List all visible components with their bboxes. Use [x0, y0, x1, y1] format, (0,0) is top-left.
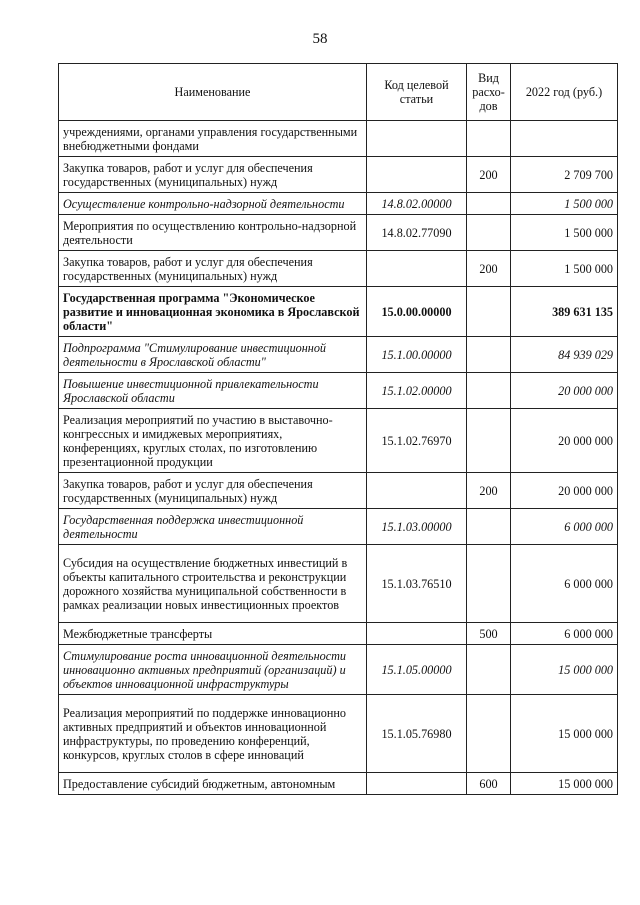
table-row	[59, 623, 618, 645]
table-row	[59, 287, 618, 337]
budget-table	[58, 63, 618, 795]
expense-type-cell	[467, 695, 511, 773]
amount-cell: 1 500 000	[511, 215, 618, 251]
name-cell: Субсидия на осуществление бюджетных инвестиций в объекты капитального строительства и реконструкции дорожного хозяйства муниципальной собственности в рамках реализации новых инвестиционных проектов	[59, 545, 367, 623]
table-row	[59, 193, 618, 215]
expense-type-cell	[467, 287, 511, 337]
table-row	[59, 545, 618, 623]
name-cell: Закупка товаров, работ и услуг для обеспечения государственных (муниципальных) нужд	[59, 473, 367, 509]
amount-cell: 20 000 000	[511, 473, 618, 509]
target-code-cell	[367, 473, 467, 509]
expense-type-cell	[467, 215, 511, 251]
header-amount-2022: 2022 год (руб.)	[511, 64, 618, 121]
expense-type-cell	[467, 645, 511, 695]
name-cell: Межбюджетные трансферты	[59, 623, 367, 645]
amount-cell: 1 500 000	[511, 193, 618, 215]
target-code-cell: 14.8.02.77090	[367, 215, 467, 251]
target-code-cell: 15.1.05.76980	[367, 695, 467, 773]
expense-type-cell: 600	[467, 773, 511, 795]
expense-type-cell	[467, 193, 511, 215]
header-expense-type: Вид расхо-дов	[467, 64, 511, 121]
table-row	[59, 509, 618, 545]
expense-type-cell: 200	[467, 251, 511, 287]
table-row	[59, 373, 618, 409]
table-row	[59, 695, 618, 773]
name-cell: Закупка товаров, работ и услуг для обеспечения государственных (муниципальных) нужд	[59, 157, 367, 193]
target-code-cell: 15.1.02.76970	[367, 409, 467, 473]
expense-type-cell: 500	[467, 623, 511, 645]
target-code-cell: 15.0.00.00000	[367, 287, 467, 337]
amount-cell: 20 000 000	[511, 373, 618, 409]
name-cell: Повышение инвестиционной привлекательности Ярославской области	[59, 373, 367, 409]
amount-cell: 1 500 000	[511, 251, 618, 287]
amount-cell: 2 709 700	[511, 157, 618, 193]
target-code-cell: 15.1.05.00000	[367, 645, 467, 695]
header-target-code: Код целевой статьи	[367, 64, 467, 121]
table-row	[59, 773, 618, 795]
target-code-cell: 15.1.00.00000	[367, 337, 467, 373]
amount-cell: 6 000 000	[511, 623, 618, 645]
name-cell: Государственная программа "Экономическое развитие и инновационная экономика в Ярославской области"	[59, 287, 367, 337]
expense-type-cell: 200	[467, 473, 511, 509]
target-code-cell	[367, 157, 467, 193]
amount-cell: 6 000 000	[511, 509, 618, 545]
target-code-cell	[367, 773, 467, 795]
table-row	[59, 157, 618, 193]
amount-cell: 20 000 000	[511, 409, 618, 473]
expense-type-cell	[467, 337, 511, 373]
expense-type-cell	[467, 545, 511, 623]
target-code-cell	[367, 251, 467, 287]
amount-cell: 15 000 000	[511, 645, 618, 695]
table-header-row	[59, 64, 618, 121]
amount-cell: 15 000 000	[511, 773, 618, 795]
target-code-cell: 15.1.03.76510	[367, 545, 467, 623]
expense-type-cell	[467, 373, 511, 409]
target-code-cell: 15.1.03.00000	[367, 509, 467, 545]
table-row	[59, 121, 618, 157]
name-cell: Мероприятия по осуществлению контрольно-надзорной деятельности	[59, 215, 367, 251]
name-cell: Реализация мероприятий по поддержке инновационно активных предприятий и объектов инновационной инфраструктуры, по проведению конференций, конкурсов, круглых столов в сфере инноваций	[59, 695, 367, 773]
amount-cell: 15 000 000	[511, 695, 618, 773]
expense-type-cell: 200	[467, 157, 511, 193]
table-row	[59, 473, 618, 509]
name-cell: Стимулирование роста инновационной деятельности инновационно активных предприятий (организаций) и объектов инновационной инфраструктуры	[59, 645, 367, 695]
name-cell: Предоставление субсидий бюджетным, автономным	[59, 773, 367, 795]
name-cell: Подпрограмма "Стимулирование инвестиционной деятельности в Ярославской области"	[59, 337, 367, 373]
table-row	[59, 409, 618, 473]
table-row	[59, 645, 618, 695]
table-row	[59, 251, 618, 287]
target-code-cell	[367, 623, 467, 645]
expense-type-cell	[467, 121, 511, 157]
name-cell: Государственная поддержка инвестиционной деятельности	[59, 509, 367, 545]
table-body	[59, 121, 618, 795]
name-cell: учреждениями, органами управления государственными внебюджетными фондами	[59, 121, 367, 157]
name-cell: Реализация мероприятий по участию в выставочно-конгрессных и имиджевых мероприятиях, конференциях, круглых столах, по изготовлению презентационной продукции	[59, 409, 367, 473]
target-code-cell: 14.8.02.00000	[367, 193, 467, 215]
header-name: Наименование	[59, 64, 367, 121]
amount-cell: 6 000 000	[511, 545, 618, 623]
name-cell: Закупка товаров, работ и услуг для обеспечения государственных (муниципальных) нужд	[59, 251, 367, 287]
amount-cell	[511, 121, 618, 157]
amount-cell: 389 631 135	[511, 287, 618, 337]
table-row	[59, 337, 618, 373]
amount-cell: 84 939 029	[511, 337, 618, 373]
target-code-cell: 15.1.02.00000	[367, 373, 467, 409]
name-cell: Осуществление контрольно-надзорной деятельности	[59, 193, 367, 215]
expense-type-cell	[467, 409, 511, 473]
table-row	[59, 215, 618, 251]
page-number: 58	[312, 31, 328, 47]
expense-type-cell	[467, 509, 511, 545]
target-code-cell	[367, 121, 467, 157]
